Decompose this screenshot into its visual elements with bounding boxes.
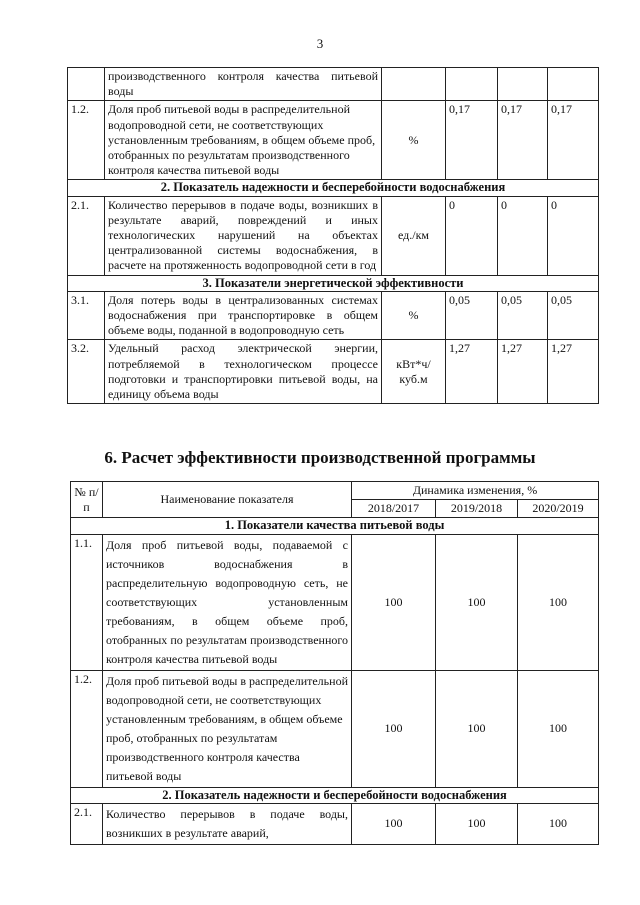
value-cell: 0,05 [498,291,548,340]
unit-cell: % [382,101,446,180]
indicator-name: Доля проб питьевой воды, подаваемой с источников водоснабжения в распределительную водопроводную сеть, не соответствующих установленным требованиям, в общем объеме проб, отобранных по результатам производственного контроля качества питьевой воды [103,534,352,670]
efficiency-table [70,481,599,845]
column-header-number: № п/п [71,482,103,518]
section-row [68,180,599,196]
value-cell: 0 [498,196,548,275]
table-row [68,68,599,101]
value-cell: 0,17 [498,101,548,180]
row-number: 1.1. [71,534,103,670]
page-number: 3 [316,36,324,51]
value-cell: 100 [518,803,599,844]
column-header-dynamics: Динамика изменения, % [352,482,599,500]
column-header-year: 2019/2018 [436,500,518,518]
value-cell: 0 [548,196,599,275]
value-cell: 100 [352,670,436,787]
section-row [68,275,599,291]
value-cell: 100 [436,670,518,787]
table-row [68,340,599,404]
section-6-title: 6. Расчет эффективности производственной программы [104,448,536,467]
indicator-name: производственного контроля качества питьевой воды [105,68,382,101]
header-row [71,482,599,500]
unit-cell: % [382,291,446,340]
column-header-name: Наименование показателя [103,482,352,518]
value-cell: 100 [436,803,518,844]
section-heading: 2. Показатель надежности и бесперебойности водоснабжения [68,180,599,196]
value-cell: 100 [436,534,518,670]
row-number: 3.2. [68,340,105,404]
unit-cell: ед./км [382,196,446,275]
row-number [68,68,105,101]
row-number: 3.1. [68,291,105,340]
table-row [71,670,599,787]
column-header-year: 2018/2017 [352,500,436,518]
value-cell: 1,27 [548,340,599,404]
value-cell: 100 [352,803,436,844]
row-number: 2.1. [68,196,105,275]
indicators-table-continued [67,67,599,404]
unit-cell: кВт*ч/ куб.м [382,340,446,404]
value-cell: 100 [518,534,599,670]
value-cell: 100 [518,670,599,787]
value-cell: 0,17 [446,101,498,180]
indicator-name: Доля проб питьевой воды в распределительной водопроводной сети, не соответствующих установленным требованиям, в общем объеме проб, отобранных по результатам производственного контроля качества питьевой воды [105,101,382,180]
table-row [71,534,599,670]
table-row [68,101,599,180]
table-row [71,803,599,844]
section-heading: 1. Показатели качества питьевой воды [71,518,599,534]
value-cell: 0,17 [548,101,599,180]
indicator-name: Доля потерь воды в централизованных системах водоснабжения при транспортировке в общем объеме воды, поданной в водопроводную сеть [105,291,382,340]
row-number: 2.1. [71,803,103,844]
column-header-year: 2020/2019 [518,500,599,518]
row-number: 1.2. [71,670,103,787]
section-heading: 3. Показатели энергетической эффективности [68,275,599,291]
value-cell: 0,05 [548,291,599,340]
value-cell: 0,05 [446,291,498,340]
value-cell: 100 [352,534,436,670]
value-cell: 1,27 [498,340,548,404]
indicator-name: Количество перерывов в подаче воды, возникших в результате аварий, [103,803,352,844]
table-row [68,196,599,275]
section-row [71,518,599,534]
value-cell: 1,27 [446,340,498,404]
section-heading: 2. Показатель надежности и бесперебойности водоснабжения [71,787,599,803]
value-cell: 0 [446,196,498,275]
section-row [71,787,599,803]
table-row [68,291,599,340]
row-number: 1.2. [68,101,105,180]
indicator-name: Удельный расход электрической энергии, потребляемой в технологическом процессе подготовки и транспортировки питьевой воды, на единицу объема воды [105,340,382,404]
indicator-name: Количество перерывов в подаче воды, возникших в результате аварий, повреждений и иных технологических нарушений на объектах централизованной системы водоснабжения, в расчете на протяженность водопроводной сети в год [105,196,382,275]
indicator-name: Доля проб питьевой воды в распределительной водопроводной сети, не соответствующих установленным требованиям, в общем объеме проб, отобранных по результатам производственного контроля качества питьевой воды [103,670,352,787]
